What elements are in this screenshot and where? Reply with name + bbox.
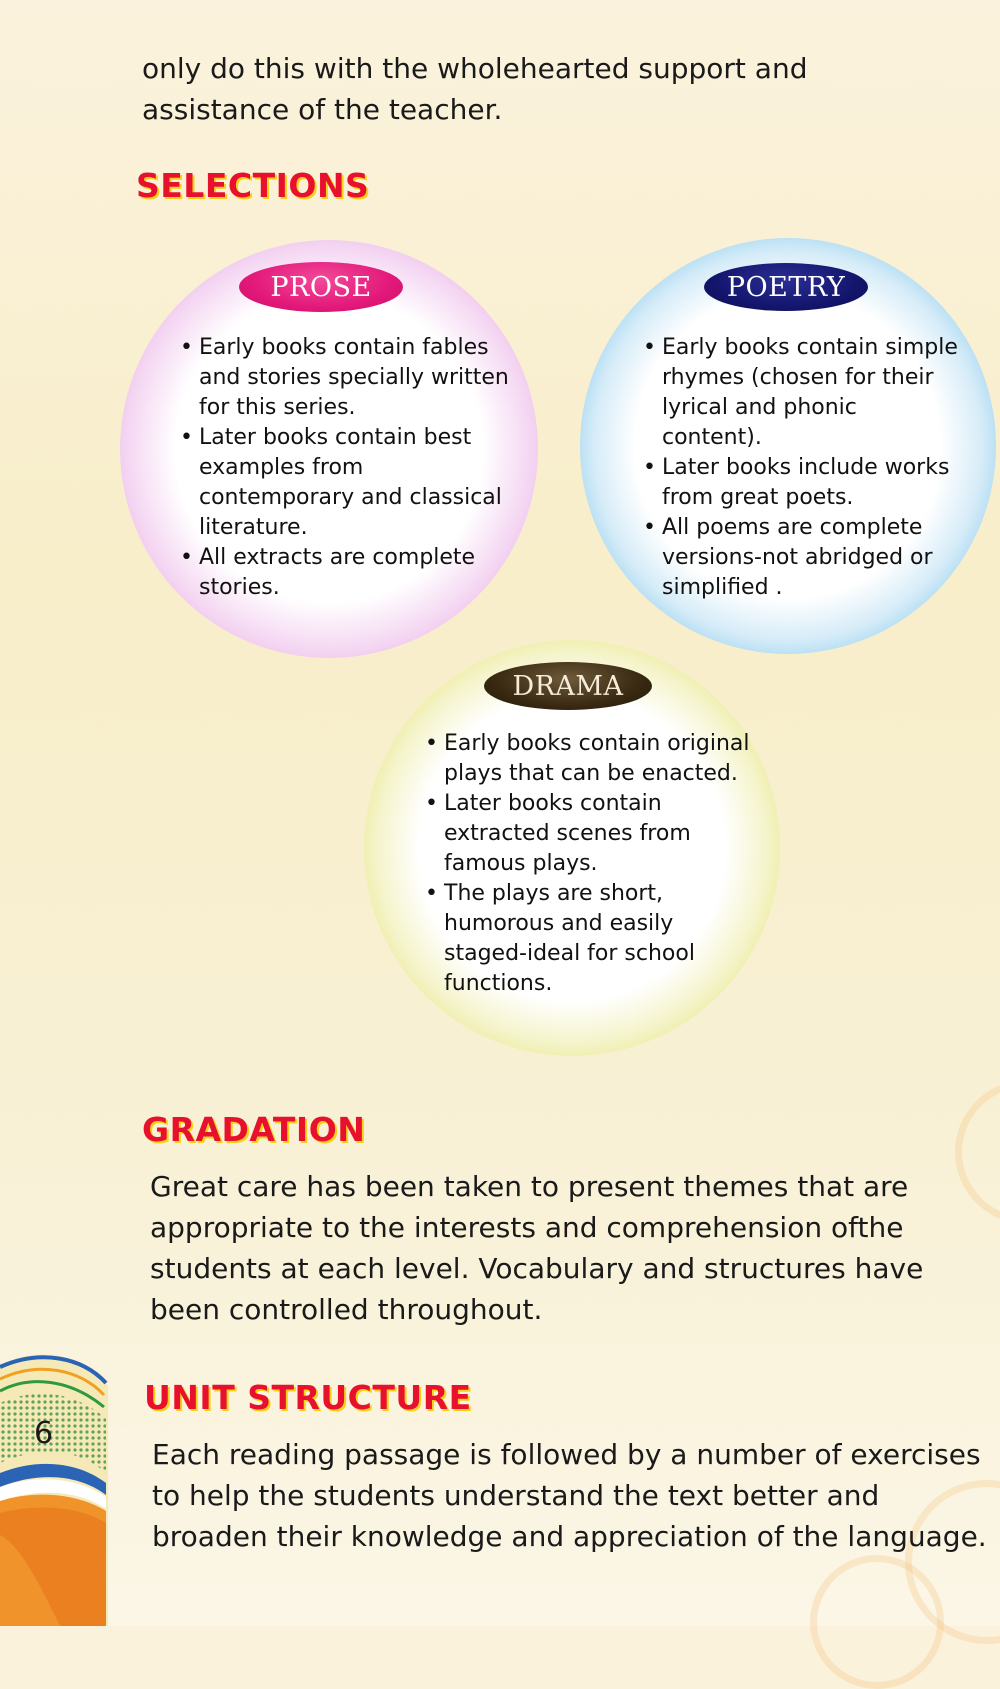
list-item: • All extracts are complete stories. [180, 543, 520, 603]
poetry-title-badge: POETRY [704, 263, 868, 311]
gradation-paragraph: Great care has been taken to present themes that are appropriate to the interests and comprehension ofthe students at each level. Vocabulary and structures have been controlled throughout. [150, 1170, 924, 1326]
drama-points-list [425, 729, 750, 999]
list-item: • The plays are short, humorous and easily staged-ideal for school functions. [425, 879, 750, 999]
drama-title-badge: DRAMA [484, 662, 652, 710]
prose-points-list [180, 333, 520, 603]
poetry-points-list [643, 333, 958, 603]
prose-title-badge: PROSE [239, 262, 403, 312]
decorative-ring [810, 1555, 944, 1689]
unit-structure-paragraph: Each reading passage is followed by a number of exercises to help the students understand the text better and broaden their knowledge and appreciation of the language. [152, 1438, 987, 1553]
page-number: 6 [34, 1416, 54, 1451]
gradation-heading: GRADATION [142, 1110, 366, 1149]
list-item: • Later books contain best examples from contemporary and classical literature. [180, 423, 520, 543]
list-item: • Early books contain original plays that can be enacted. [425, 729, 750, 789]
list-item: • Later books include works from great poets. [643, 453, 958, 513]
list-item: • All poems are complete versions-not abridged or simplified . [643, 513, 958, 603]
intro-paragraph: only do this with the wholehearted support and assistance of the teacher. [142, 52, 808, 126]
list-item: • Later books contain extracted scenes from famous plays. [425, 789, 750, 879]
page-corner-decoration [0, 1345, 112, 1626]
unit-structure-heading: UNIT STRUCTURE [144, 1378, 472, 1417]
selections-heading: SELECTIONS [136, 166, 370, 205]
list-item: • Early books contain fables and stories specially written for this series. [180, 333, 520, 423]
list-item: • Early books contain simple rhymes (chosen for their lyrical and phonic content). [643, 333, 958, 453]
